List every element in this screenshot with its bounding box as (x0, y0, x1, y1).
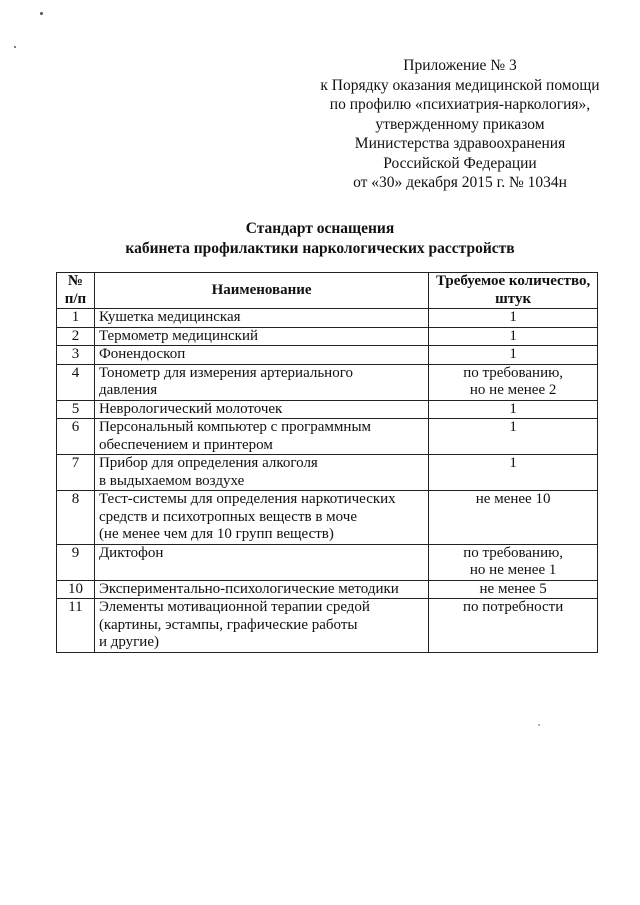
row-name: Прибор для определения алкоголя в выдыхаемом воздухе (94, 455, 428, 491)
appendix-header (300, 56, 620, 193)
equipment-table (56, 272, 598, 653)
row-name: Элементы мотивационной терапии средой (картины, эстампы, графические работы и другие) (94, 599, 428, 653)
table-row (57, 400, 598, 419)
row-number: 9 (57, 544, 95, 580)
row-quantity: 1 (429, 346, 598, 365)
table-row (57, 364, 598, 400)
title-line: Стандарт оснащения (245, 220, 395, 237)
appendix-line: утвержденному приказом (375, 115, 545, 133)
row-quantity: 1 (429, 419, 598, 455)
appendix-line: Приложение № 3 (403, 57, 517, 74)
row-name: Фонендоскоп (94, 346, 428, 365)
appendix-line: по профилю «психиатрия-наркология», (329, 96, 591, 113)
row-number: 4 (57, 364, 95, 400)
scan-speck (14, 46, 16, 48)
row-name: Кушетка медицинская (94, 309, 428, 328)
scan-speck (40, 12, 43, 15)
header-name: Наименование (94, 273, 428, 309)
table-row (57, 544, 598, 580)
table-row (57, 419, 598, 455)
table-row (57, 346, 598, 365)
table-row (57, 327, 598, 346)
row-number: 5 (57, 400, 95, 419)
scan-speck (538, 724, 540, 726)
row-number: 6 (57, 419, 95, 455)
table-row (57, 455, 598, 491)
row-number: 8 (57, 491, 95, 545)
row-quantity: 1 (429, 400, 598, 419)
row-quantity: 1 (429, 455, 598, 491)
row-number: 10 (57, 580, 95, 599)
table-row (57, 580, 598, 599)
row-name: Тест-системы для определения наркотических средств и психотропных веществ в моче (не менее чем для 10 групп веществ) (94, 491, 428, 545)
row-quantity: не менее 5 (429, 580, 598, 599)
table-row (57, 491, 598, 545)
table-header-row (57, 273, 598, 309)
row-name: Тонометр для измерения артериального давления (94, 364, 428, 400)
row-quantity: не менее 10 (429, 491, 598, 545)
row-name: Неврологический молоточек (94, 400, 428, 419)
row-quantity: 1 (429, 327, 598, 346)
document-title (0, 219, 640, 258)
row-name: Экспериментально-психологические методики (94, 580, 428, 599)
appendix-line: к Порядку оказания медицинской помощи (320, 76, 600, 94)
appendix-line: Министерства здравоохранения (354, 135, 566, 152)
table-row (57, 599, 598, 653)
row-number: 11 (57, 599, 95, 653)
row-quantity: по требованию, но не менее 1 (429, 544, 598, 580)
row-quantity: 1 (429, 309, 598, 328)
row-name: Персональный компьютер с программным обеспечением и принтером (94, 419, 428, 455)
table-row (57, 309, 598, 328)
row-number: 2 (57, 327, 95, 346)
header-number: № п/п (57, 273, 95, 309)
row-number: 1 (57, 309, 95, 328)
row-number: 3 (57, 346, 95, 365)
row-name: Термометр медицинский (94, 327, 428, 346)
row-quantity: по требованию, но не менее 2 (429, 364, 598, 400)
row-quantity: по потребности (429, 599, 598, 653)
row-number: 7 (57, 455, 95, 491)
header-quantity: Требуемое количество, штук (429, 273, 598, 309)
appendix-line: Российской Федерации (383, 154, 537, 172)
appendix-line: от «30» декабря 2015 г. № 1034н (353, 174, 567, 191)
row-name: Диктофон (94, 544, 428, 580)
title-line: кабинета профилактики наркологических расстройств (125, 239, 515, 257)
